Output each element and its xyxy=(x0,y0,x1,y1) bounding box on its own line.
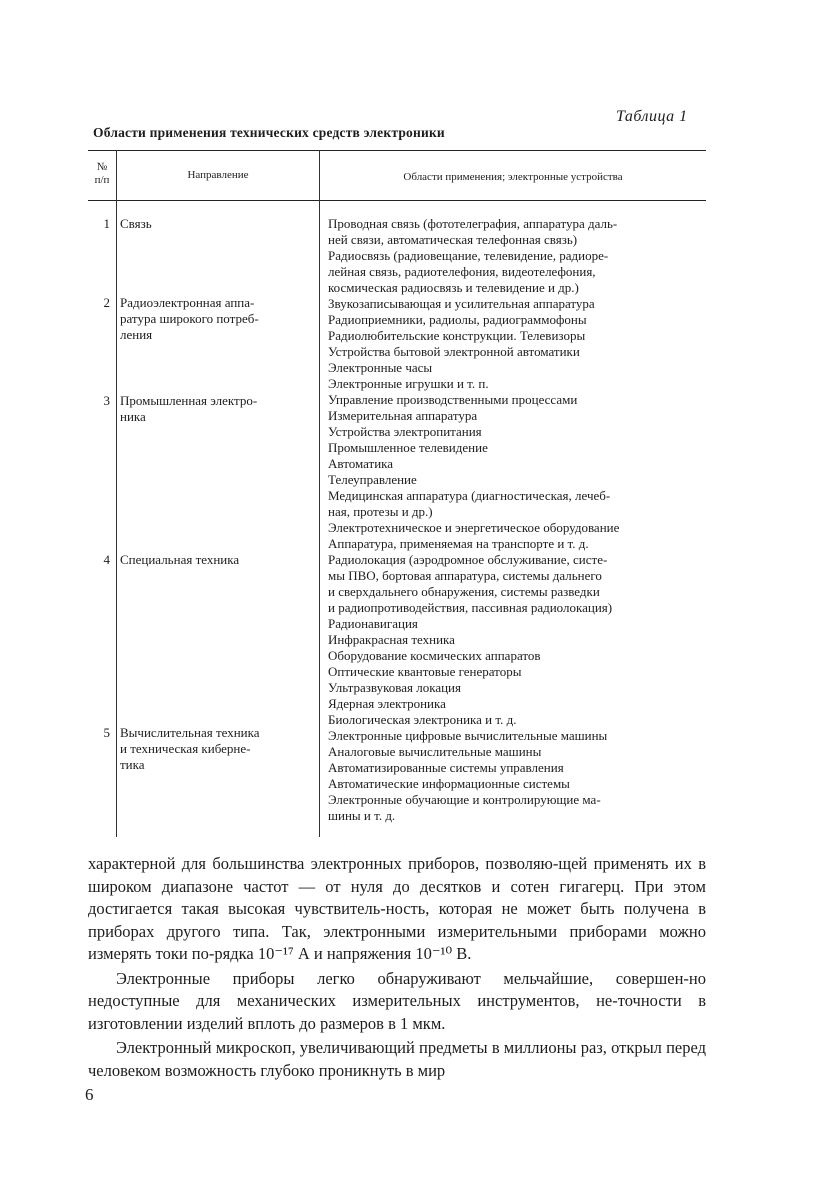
direction-line: и техническая киберне- xyxy=(120,741,251,756)
application-line: Электронные обучающие и контролирующие ма- xyxy=(328,792,601,807)
application-line: Телеуправление xyxy=(328,472,417,487)
application-line: и радиопротиводействия, пассивная радиолокация) xyxy=(328,600,613,615)
row-direction xyxy=(120,295,316,343)
application-line: Радионавигация xyxy=(328,616,418,631)
application-line: Проводная связь (фототелеграфия, аппаратура даль- xyxy=(328,216,618,231)
body-paragraph: Электронный микроскоп, увеличивающий предметы в миллионы раз, открыл перед человеком возможность глубоко проникнуть в мир xyxy=(88,1038,706,1080)
header-number-line: № xyxy=(96,161,108,173)
direction-line: Вычислительная техника xyxy=(120,725,260,740)
header-direction: Направление xyxy=(187,169,249,181)
table-caption: Таблица 1 xyxy=(616,108,688,125)
table-header-rule xyxy=(88,200,706,201)
direction-line: Специальная техника xyxy=(120,552,240,567)
application-line: Инфракрасная техника xyxy=(328,632,455,647)
header-number-line: п/п xyxy=(94,174,110,186)
application-line: Автоматика xyxy=(328,456,394,471)
direction-line: Связь xyxy=(120,216,152,231)
table-title: Области применения технических средств электроники xyxy=(93,125,445,140)
row-number: 4 xyxy=(103,552,110,567)
applications-table xyxy=(88,150,706,837)
application-line: Ультразвуковая локация xyxy=(328,680,461,695)
page-number: 6 xyxy=(85,1085,94,1104)
row-number: 2 xyxy=(103,295,110,310)
application-line: Автоматические информационные системы xyxy=(328,776,570,791)
application-line: Радиолюбительские конструкции. Телевизоры xyxy=(328,328,586,343)
application-line: Радиоприемники, радиолы, радиограммофоны xyxy=(328,312,587,327)
row-direction xyxy=(120,552,316,568)
application-line: Устройства бытовой электронной автоматики xyxy=(328,344,580,359)
application-line: шины и т. д. xyxy=(328,808,396,823)
application-line: ная, протезы и др.) xyxy=(328,504,433,519)
application-line: Электротехническое и энергетическое оборудование xyxy=(328,520,620,535)
direction-line: ника xyxy=(120,409,146,424)
application-line: Биологическая электроника и т. д. xyxy=(328,712,517,727)
direction-line: Промышленная электро- xyxy=(120,393,258,408)
application-line: лейная связь, радиотелефония, видеотелефония, xyxy=(328,264,596,279)
header-number xyxy=(88,161,116,187)
application-line: Электронные цифровые вычислительные машины xyxy=(328,728,608,743)
row-number: 1 xyxy=(103,216,110,231)
column-divider-2 xyxy=(319,150,320,837)
application-line: и сверхдальнего обнаружения, системы разведки xyxy=(328,584,600,599)
application-line: мы ПВО, бортовая аппаратура, системы дальнего xyxy=(328,568,602,583)
row-number: 5 xyxy=(103,725,110,740)
header-applications: Области применения; электронные устройства xyxy=(403,171,623,183)
row-direction xyxy=(120,393,316,425)
application-line: Электронные игрушки и т. п. xyxy=(328,376,489,391)
application-line: Радиосвязь (радиовещание, телевидение, радиоре- xyxy=(328,248,609,263)
application-line: Управление производственными процессами xyxy=(328,392,578,407)
application-line: Ядерная электроника xyxy=(328,696,446,711)
body-paragraph: Электронные приборы легко обнаруживают мельчайшие, совершен-но недоступные для механических измерительных инструментов, не-точности в изготовлении изделий вплоть до размеров в 1 мкм. xyxy=(88,968,706,1033)
application-line: космическая радиосвязь и телевидение и др.) xyxy=(328,280,579,295)
application-line: Промышленное телевидение xyxy=(328,440,488,455)
application-line: Автоматизированные системы управления xyxy=(328,760,564,775)
application-line: Звукозаписывающая и усилительная аппаратура xyxy=(328,296,595,311)
column-divider-1 xyxy=(116,150,117,837)
row-direction xyxy=(120,725,316,773)
application-line: Оборудование космических аппаратов xyxy=(328,648,541,663)
body-paragraph: характерной для большинства электронных приборов, позволяю-щей применять их в широком диапазоне частот — от нуля до десятков и сотен гигагерц. При этом достигается такая высокая чувствитель-ность, которая не может быть получена в приборах другого типа. Так, электронными измерительными приборами можно измерять токи по-рядка 10⁻¹⁷ А и напряжения 10⁻¹⁰ В. xyxy=(88,854,706,963)
direction-line: ратура широкого потреб- xyxy=(120,311,259,326)
application-line: Радиолокация (аэродромное обслуживание, систе- xyxy=(328,552,608,567)
row-direction xyxy=(120,216,316,232)
direction-line: Радиоэлектронная аппа- xyxy=(120,295,255,310)
application-line: Измерительная аппаратура xyxy=(328,408,478,423)
row-number: 3 xyxy=(103,393,110,408)
direction-line: ления xyxy=(120,327,153,342)
direction-line: тика xyxy=(120,757,145,772)
application-line: Аппаратура, применяемая на транспорте и т. д. xyxy=(328,536,589,551)
application-line: Аналоговые вычислительные машины xyxy=(328,744,542,759)
application-line: Устройства электропитания xyxy=(328,424,482,439)
application-line: Оптические квантовые генераторы xyxy=(328,664,522,679)
application-line: Медицинская аппаратура (диагностическая, лечеб- xyxy=(328,488,611,503)
applications-column xyxy=(328,216,703,824)
application-line: Электронные часы xyxy=(328,360,433,375)
application-line: ней связи, автоматическая телефонная связь) xyxy=(328,232,578,247)
table-top-rule xyxy=(88,150,706,151)
body-text xyxy=(88,853,706,1082)
